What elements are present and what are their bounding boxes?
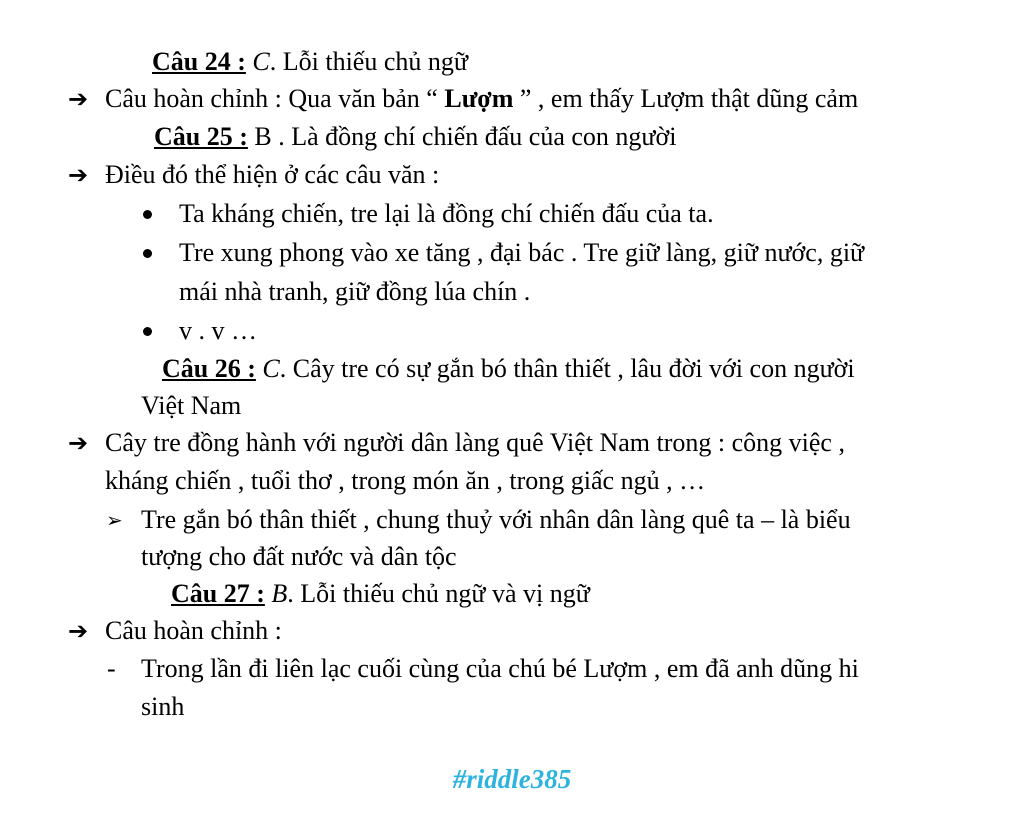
question-27-text: . Lỗi thiếu chủ ngữ và vị ngữ (287, 579, 590, 608)
question-24-text: . Lỗi thiếu chủ ngữ (269, 47, 468, 76)
question-26-sub-line-1: Tre gắn bó thân thiết , chung thuỷ với nhân dân làng quê ta – là biểu (141, 505, 851, 534)
bullet-icon (143, 327, 152, 336)
question-27-label: Câu 27 : (171, 579, 265, 608)
question-24-answer: C (252, 47, 270, 76)
question-26-arrow-line-2: kháng chiến , tuổi thơ , trong món ăn , trong giấc ngủ , … (105, 466, 706, 495)
question-24-complete-sentence (105, 81, 858, 117)
question-25-bullet-3: v . v … (179, 316, 257, 345)
question-26-label: Câu 26 : (162, 354, 256, 383)
question-25-intro: Điều đó thể hiện ở các câu văn : (105, 160, 440, 189)
question-27-answer: B (271, 579, 288, 608)
arrow-icon: ➔ (68, 429, 89, 457)
dash-bullet-icon: - (107, 654, 116, 683)
question-26-text-cont: Việt Nam (141, 391, 242, 420)
question-26-answer: C (262, 354, 280, 383)
question-24-label: Câu 24 : (152, 47, 246, 76)
triangle-bullet-icon: ➢ (106, 508, 123, 532)
question-26-arrow-line-1: Cây tre đồng hành với người dân làng quê Việt Nam trong : công việc , (105, 428, 845, 457)
complete-sentence-suffix: ” , em thấy Lượm thật dũng cảm (513, 84, 859, 113)
question-25-text: B . Là đồng chí chiến đấu của con người (247, 122, 677, 151)
question-26-sub-line-2: tượng cho đất nước và dân tộc (141, 542, 457, 571)
question-27-dash-line-2: sinh (141, 692, 185, 721)
question-25-bullet-2: Tre xung phong vào xe tăng , đại bác . Tre giữ làng, giữ nước, giữ (179, 238, 865, 267)
question-27-intro: Câu hoàn chỉnh : (105, 616, 282, 645)
question-25-bullet-1: Ta kháng chiến, tre lại là đồng chí chiến đấu của ta. (179, 199, 714, 228)
question-25-label: Câu 25 : (154, 122, 248, 151)
complete-sentence-bold: Lượm (444, 84, 514, 113)
bullet-icon (143, 249, 152, 258)
bullet-icon (143, 210, 152, 219)
arrow-icon: ➔ (68, 617, 89, 645)
question-25-bullet-2-cont: mái nhà tranh, giữ đồng lúa chín . (179, 277, 531, 306)
question-24-line (152, 44, 468, 80)
hashtag-watermark: #riddle385 (452, 764, 572, 794)
arrow-icon: ➔ (68, 161, 89, 189)
arrow-icon: ➔ (68, 85, 89, 113)
question-27-line (171, 576, 590, 612)
question-26-line (162, 351, 855, 387)
complete-sentence-prefix: Câu hoàn chỉnh : Qua văn bản “ (105, 84, 445, 113)
question-26-text: . Cây tre có sự gắn bó thân thiết , lâu đời với con người (279, 354, 855, 383)
question-27-dash-line-1: Trong lần đi liên lạc cuối cùng của chú bé Lượm , em đã anh dũng hi (141, 654, 859, 683)
question-25-line (154, 119, 676, 155)
